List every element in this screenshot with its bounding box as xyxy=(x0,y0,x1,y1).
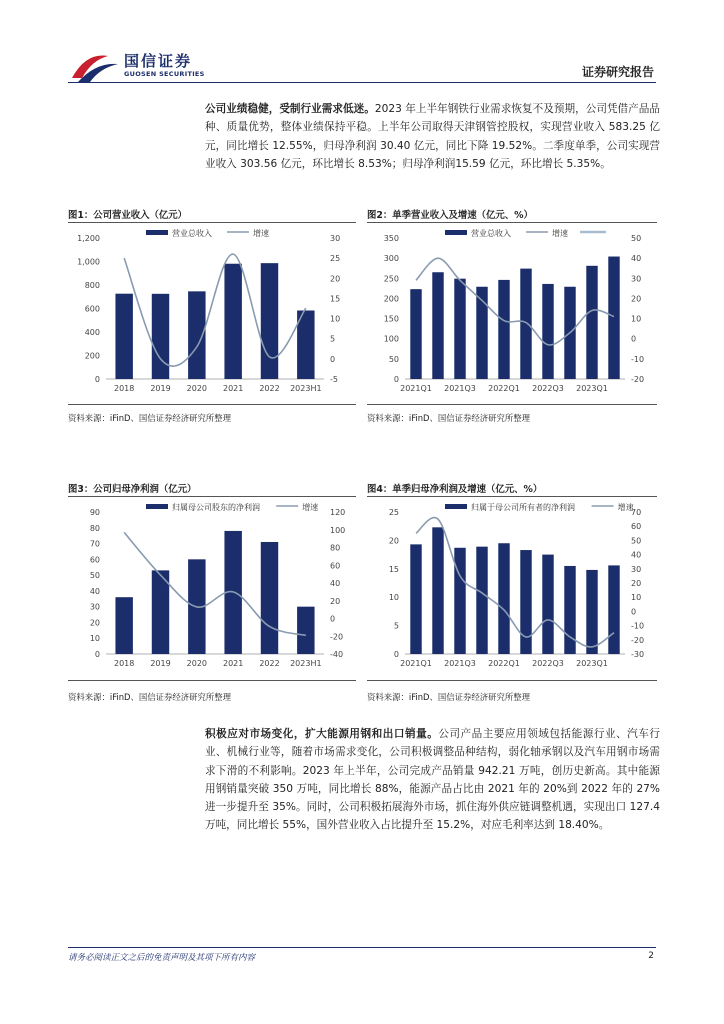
x-tick-label: 2022Q3 xyxy=(532,659,564,668)
bar xyxy=(586,266,597,379)
y-left-tick-label: 0 xyxy=(94,650,100,659)
y-left-tick-label: 200 xyxy=(84,351,100,361)
x-tick-label: 2020 xyxy=(186,659,208,668)
paragraph-body: 2023 年上半年钢铁行业需求恢复不及预期，公司凭借产品品种、质量优势，整体业绩保持平稳。上半年公司取得天津钢管控股权，实现营业收入 583.25 亿元，同比增长 12.55%，归母净利润 30.40 亿元，同比下降 19.52%。二季度单季，公司实现营业收入 303.56 亿元，环比增长 8.53%；归母净利润15.59 亿元，环比增长 5.35%。 xyxy=(205,103,661,170)
y-right-tick-label: 60 xyxy=(631,522,642,532)
y-right-tick-label: 25 xyxy=(330,254,341,264)
y-right-tick-label: 10 xyxy=(330,314,341,324)
y-right-tick-label: 0 xyxy=(631,334,637,344)
y-right-tick-label: 40 xyxy=(330,579,341,588)
bar xyxy=(608,257,619,379)
y-right-tick-label: 0 xyxy=(330,614,336,624)
y-left-tick-label: 30 xyxy=(89,602,100,612)
growth-line xyxy=(416,518,614,647)
bar xyxy=(297,607,314,654)
y-left-tick-label: 0 xyxy=(94,375,100,384)
y-left-tick-label: 15 xyxy=(388,564,399,574)
paragraph-performance xyxy=(205,100,660,173)
legend-bar-label: 营业总收入 xyxy=(471,229,511,238)
x-tick-label: 2022 xyxy=(259,659,280,668)
growth-line xyxy=(416,258,614,345)
chart-revenue-quarterly xyxy=(367,224,657,399)
bar xyxy=(564,566,575,654)
x-tick-label: 2021Q3 xyxy=(444,659,476,668)
x-tick-label: 2022Q1 xyxy=(488,384,520,393)
figure-rule xyxy=(367,680,657,681)
x-tick-label: 2022Q3 xyxy=(532,384,564,393)
y-right-tick-label: -20 xyxy=(631,635,645,645)
bar xyxy=(152,294,169,379)
figure-rule xyxy=(367,222,657,223)
bar xyxy=(520,550,531,654)
growth-line xyxy=(124,532,306,635)
y-right-tick-label: 20 xyxy=(631,294,642,304)
y-right-tick-label: -20 xyxy=(330,632,344,642)
bar xyxy=(454,279,465,379)
x-tick-label: 2023H1 xyxy=(290,384,322,393)
footer-disclaimer: 请务必阅读正文之后的免责声明及其项下所有内容 xyxy=(68,953,256,963)
y-right-tick-label: 20 xyxy=(330,596,341,606)
y-right-tick-label: 120 xyxy=(330,508,346,517)
x-tick-label: 2021Q1 xyxy=(400,659,432,668)
source-note: 资料来源：iFinD、国信证券经济研究所整理 xyxy=(68,692,231,702)
page-number: 2 xyxy=(648,951,654,961)
y-right-tick-label: -20 xyxy=(631,375,645,384)
figure-rule xyxy=(68,680,356,681)
y-right-tick-label: 70 xyxy=(631,508,642,517)
legend-line-label: 增速 xyxy=(302,503,319,512)
y-left-tick-label: 80 xyxy=(89,523,100,533)
bar xyxy=(586,570,597,654)
figure-rule xyxy=(367,496,657,497)
y-left-tick-label: 10 xyxy=(89,634,100,644)
y-right-tick-label: 0 xyxy=(330,354,336,364)
legend-bar-swatch xyxy=(146,504,168,509)
bar xyxy=(410,544,421,654)
legend-bar-swatch xyxy=(445,504,467,509)
figure-title: 图2：单季营业收入及增速（亿元、%） xyxy=(367,210,533,221)
legend-bar-swatch xyxy=(445,230,467,235)
x-tick-label: 2018 xyxy=(113,384,135,393)
y-left-tick-label: 90 xyxy=(89,508,100,517)
y-left-tick-label: 70 xyxy=(89,539,100,549)
y-right-tick-label: 30 xyxy=(330,234,341,243)
paragraph-body: 公司产品主要应用领域包括能源行业、汽车行业、机械行业等，随着市场需求变化，公司积极调整品种结构，弱化轴承钢以及汽车用钢市场需求下滑的不利影响。2023 年上半年，公司完成产品销量 942.21 万吨，创历史新高。其中能源用钢销量突破 350 万吨，同比增长 88%，能源产品占比由 2021 年的 20%到 2022 年的 27%进一步提升至 35%。同时，公司积极拓展海外市场，抓住海外供应链调整机遇，实现出口 127.4 万吨，同比增长 55%，国外营业收入占比提升至 15.2%，对应毛利率达到 18.40%。 xyxy=(205,728,660,832)
y-left-tick-label: 25 xyxy=(388,508,399,517)
y-right-tick-label: 0 xyxy=(631,607,637,617)
y-left-tick-label: 400 xyxy=(84,328,100,337)
bar xyxy=(115,597,132,654)
figure-rule xyxy=(68,404,356,405)
y-left-tick-label: 5 xyxy=(393,621,399,631)
bar xyxy=(224,264,241,379)
y-right-tick-label: -30 xyxy=(631,650,645,659)
x-tick-label: 2023H1 xyxy=(290,659,322,668)
y-right-tick-label: 60 xyxy=(330,561,341,571)
y-right-tick-label: 40 xyxy=(631,550,642,560)
y-left-tick-label: 1,000 xyxy=(77,257,100,267)
x-tick-label: 2023Q1 xyxy=(576,384,608,393)
y-right-tick-label: -40 xyxy=(330,650,344,659)
chart-revenue-annual xyxy=(68,224,356,399)
x-tick-label: 2019 xyxy=(150,659,171,668)
bar xyxy=(498,280,509,379)
legend-bar-swatch xyxy=(146,230,168,235)
source-note: 资料来源：iFinD、国信证券经济研究所整理 xyxy=(367,413,530,423)
figure-title: 图3：公司归母净利润（亿元） xyxy=(68,484,197,495)
legend-line-label: 增速 xyxy=(552,229,568,238)
header-divider xyxy=(68,82,656,83)
growth-line xyxy=(124,254,306,366)
y-left-tick-label: 1,200 xyxy=(77,234,100,243)
y-left-tick-label: 60 xyxy=(89,555,100,565)
y-left-tick-label: 0 xyxy=(393,375,399,384)
y-left-tick-label: 100 xyxy=(383,334,399,344)
x-tick-label: 2022Q1 xyxy=(488,659,520,668)
x-tick-label: 2022 xyxy=(259,384,280,393)
legend-bar-label: 营业总收入 xyxy=(172,229,212,238)
paragraph-lead: 积极应对市场变化，扩大能源用钢和出口销量。 xyxy=(205,728,439,740)
y-left-tick-label: 10 xyxy=(388,593,399,603)
bar xyxy=(542,284,553,379)
legend-bar-label: 归属于母公司所有者的净利润 xyxy=(471,503,575,512)
y-right-tick-label: 40 xyxy=(631,254,642,264)
figure-rule xyxy=(367,404,657,405)
y-left-tick-label: 150 xyxy=(383,314,399,324)
x-tick-label: 2018 xyxy=(113,659,135,668)
legend-bar-label: 归属母公司股东的净利润 xyxy=(172,503,260,512)
y-right-tick-label: 30 xyxy=(631,564,642,574)
source-note: 资料来源：iFinD、国信证券经济研究所整理 xyxy=(367,692,530,702)
y-left-tick-label: 350 xyxy=(383,234,399,243)
chart-netprofit-quarterly xyxy=(367,498,657,674)
y-right-tick-label: 50 xyxy=(631,536,642,546)
bar xyxy=(432,527,443,654)
report-type-label: 证券研究报告 xyxy=(581,65,654,79)
bar xyxy=(261,263,278,379)
figure-title: 图1：公司营业收入（亿元） xyxy=(68,210,188,221)
y-right-tick-label: 20 xyxy=(330,274,341,284)
y-right-tick-label: 50 xyxy=(631,234,642,243)
y-right-tick-label: -10 xyxy=(631,354,645,364)
y-right-tick-label: 15 xyxy=(330,294,341,304)
y-right-tick-label: 100 xyxy=(330,525,346,535)
y-right-tick-label: 10 xyxy=(631,314,642,324)
bar xyxy=(115,294,132,379)
y-left-tick-label: 600 xyxy=(84,304,100,314)
y-right-tick-label: 5 xyxy=(330,334,336,344)
y-right-tick-label: 20 xyxy=(631,579,642,588)
y-right-tick-label: -5 xyxy=(330,375,338,384)
y-left-tick-label: 250 xyxy=(383,274,399,284)
y-right-tick-label: 10 xyxy=(631,593,642,603)
bar xyxy=(520,269,531,379)
y-left-tick-label: 50 xyxy=(388,354,399,364)
source-note: 资料来源：iFinD、国信证券经济研究所整理 xyxy=(68,413,231,423)
x-tick-label: 2021Q3 xyxy=(444,384,476,393)
y-right-tick-label: 80 xyxy=(330,543,341,553)
bar xyxy=(608,565,619,654)
y-left-tick-label: 40 xyxy=(89,586,100,596)
legend-line-label: 增速 xyxy=(253,229,269,238)
x-tick-label: 2023Q1 xyxy=(576,659,608,668)
y-left-tick-label: 0 xyxy=(393,650,399,659)
paragraph-market-response xyxy=(205,725,660,835)
bar xyxy=(152,570,169,654)
x-tick-label: 2020 xyxy=(186,384,208,393)
bar xyxy=(261,542,278,654)
bar xyxy=(476,547,487,654)
x-tick-label: 2021 xyxy=(222,659,244,668)
y-right-tick-label: 30 xyxy=(631,274,642,284)
y-left-tick-label: 20 xyxy=(388,536,399,546)
bar xyxy=(498,543,509,654)
figure-title: 图4：单季归母净利润及增速（亿元、%） xyxy=(367,484,543,495)
y-left-tick-label: 300 xyxy=(383,254,399,264)
y-left-tick-label: 200 xyxy=(383,294,399,304)
x-tick-label: 2021Q1 xyxy=(400,384,432,393)
chart-netprofit-annual xyxy=(68,498,356,674)
bar xyxy=(410,289,421,379)
x-tick-label: 2021 xyxy=(222,384,244,393)
figure-rule xyxy=(68,222,356,223)
paragraph-lead: 公司业绩稳健，受制行业需求低迷。 xyxy=(205,103,375,115)
bar xyxy=(542,555,553,654)
bar xyxy=(432,272,443,379)
bar xyxy=(454,548,465,654)
y-right-tick-label: -10 xyxy=(631,621,645,631)
x-tick-label: 2019 xyxy=(150,384,171,393)
brand-name-en: GUOSEN SECURITIES xyxy=(124,70,205,78)
figure-rule xyxy=(68,496,356,497)
footer-divider xyxy=(68,947,656,948)
y-left-tick-label: 800 xyxy=(84,281,100,290)
brand-name: 国信证券 xyxy=(124,52,193,70)
y-left-tick-label: 20 xyxy=(89,618,100,628)
legend-line-label: 增速 xyxy=(617,503,634,512)
y-left-tick-label: 50 xyxy=(89,571,100,581)
